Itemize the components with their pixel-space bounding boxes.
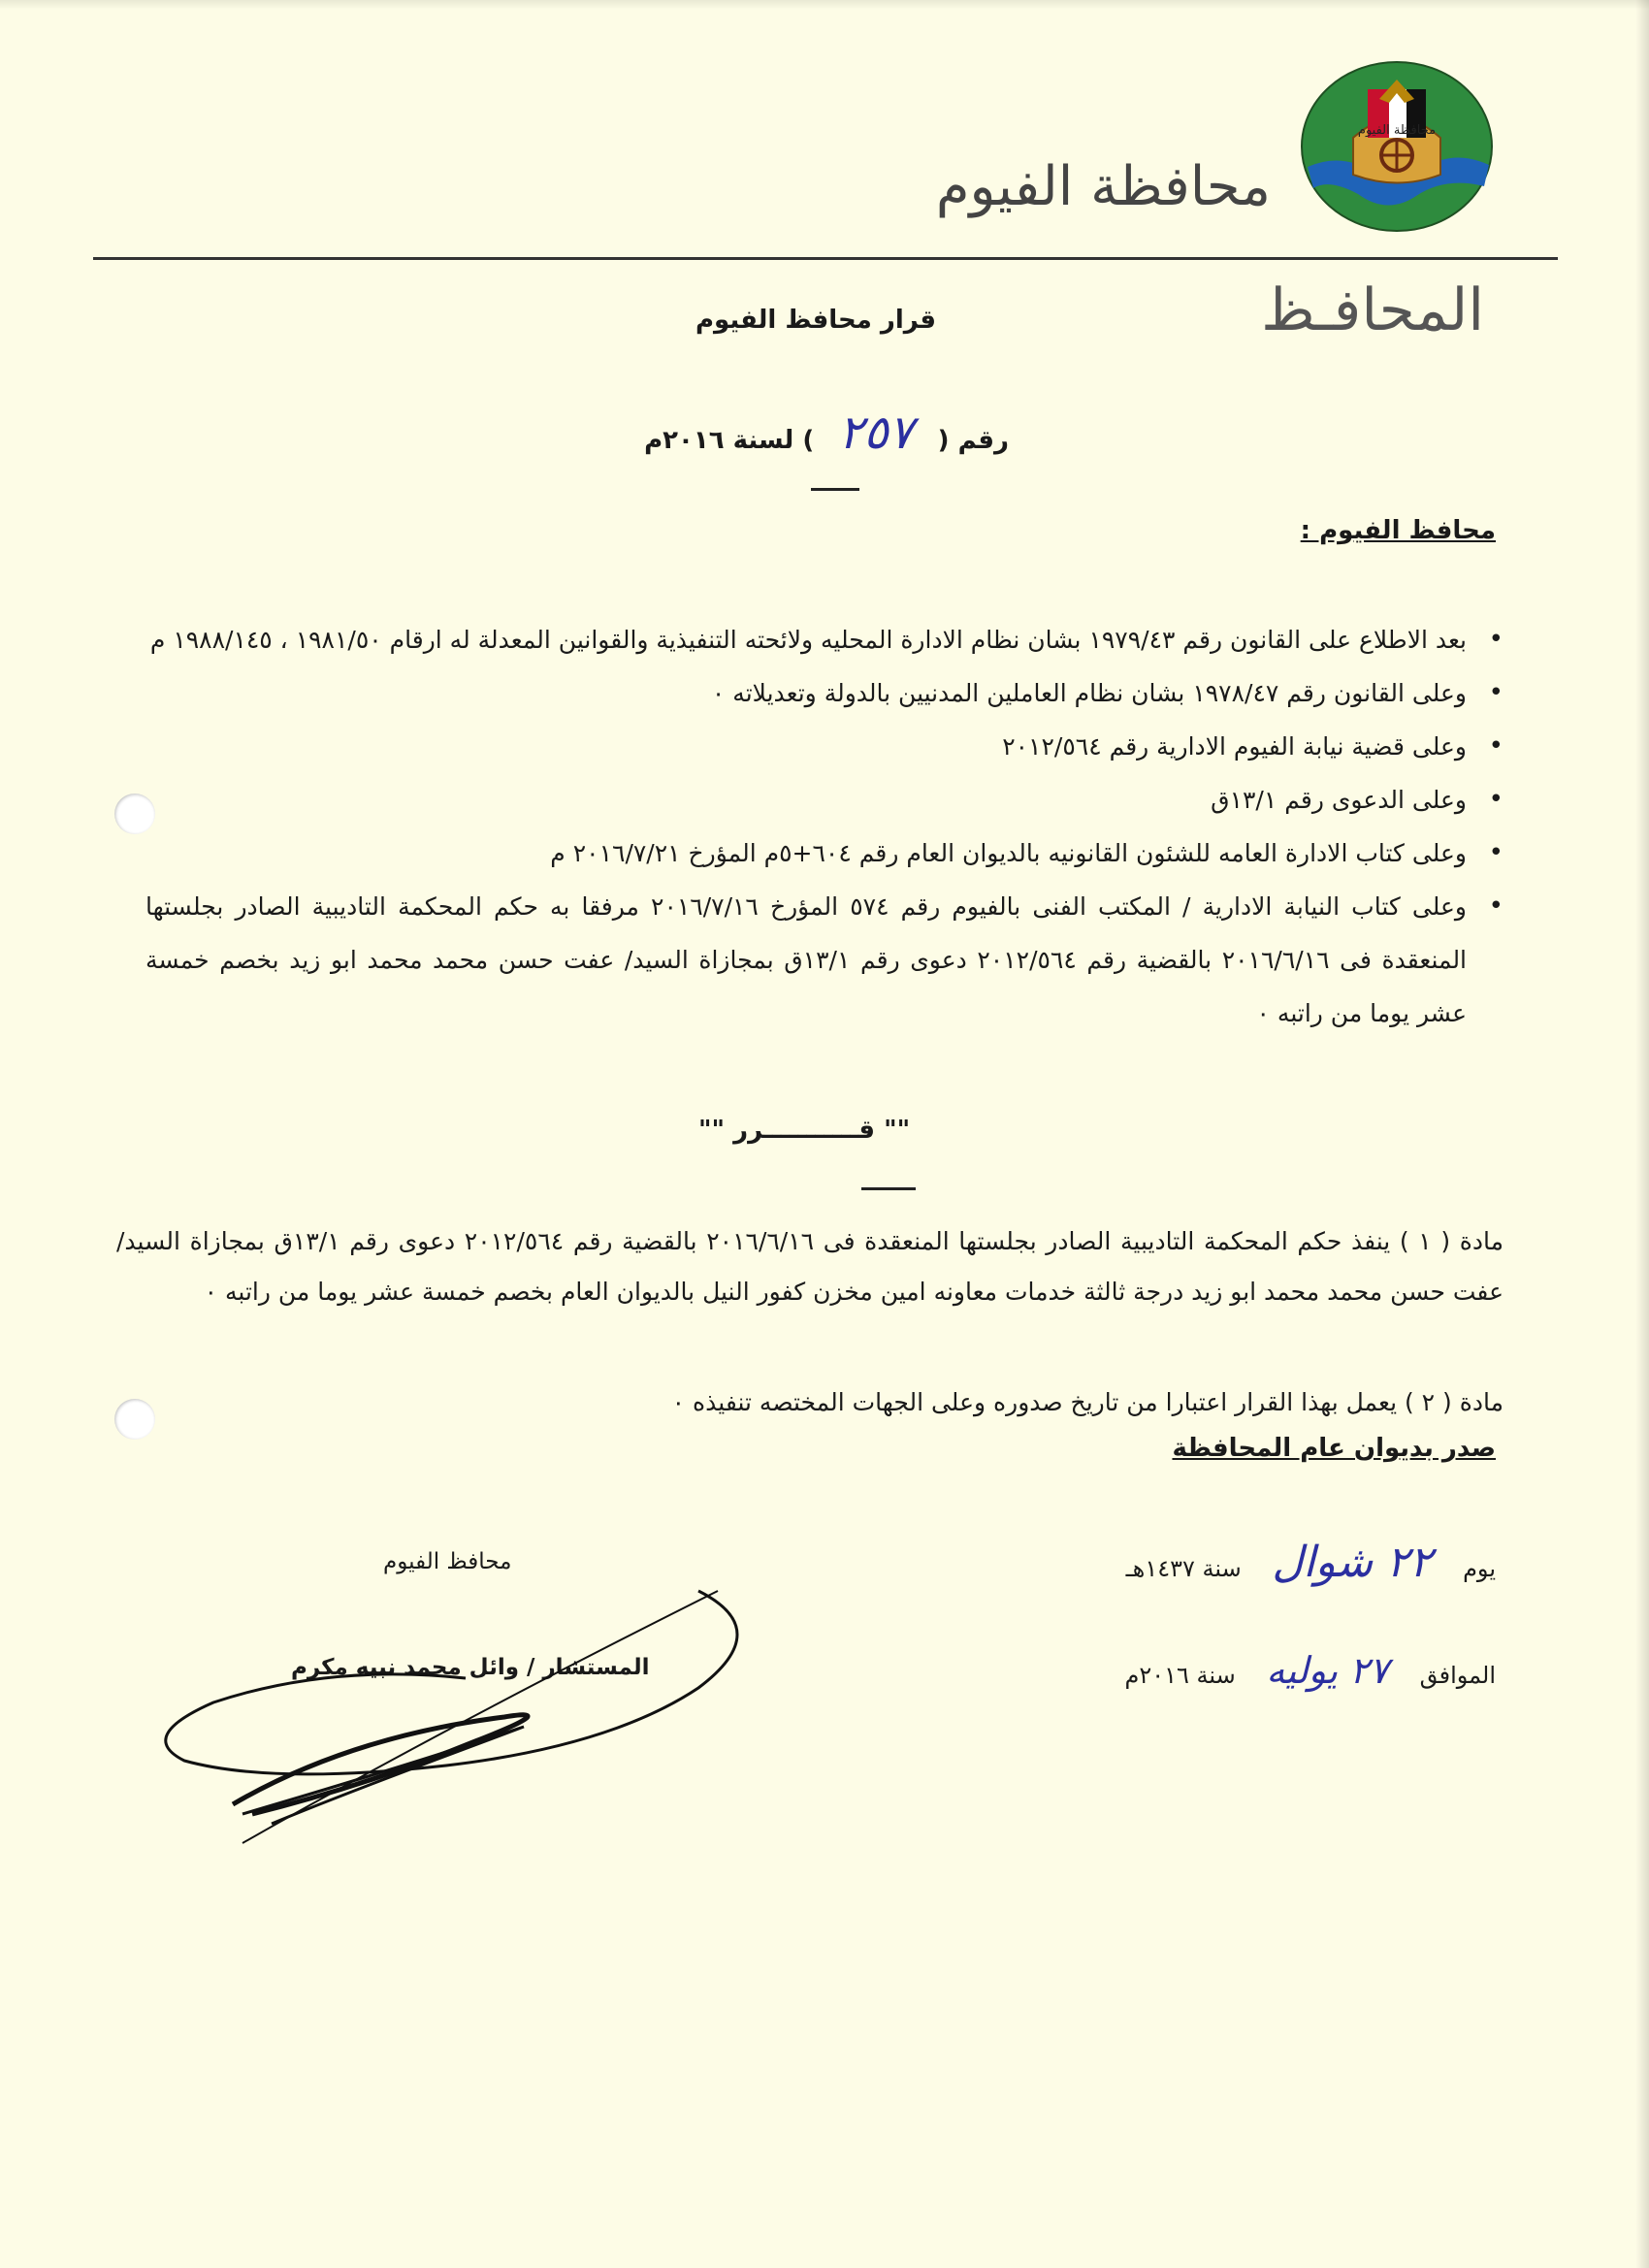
logo-caption: محافظة الفيوم bbox=[1357, 123, 1437, 138]
decided-underline bbox=[861, 1187, 916, 1190]
governor-title: المحافـظ bbox=[1261, 276, 1484, 344]
preamble-item: • وعلى كتاب الادارة العامه للشئون القانونيه بالديوان العام رقم ٦٠٤+٥م المؤرخ ٢٠١٦/٧/٢١ م bbox=[146, 826, 1504, 880]
hijri-year: سنة ١٤٣٧هـ bbox=[1125, 1555, 1242, 1582]
gregorian-year: سنة ٢٠١٦م bbox=[1124, 1662, 1236, 1689]
title-underline bbox=[811, 488, 859, 491]
decision-title: قرار محافظ الفيوم bbox=[695, 306, 936, 335]
decided-heading: "" قـــــــــــرر "" bbox=[698, 1116, 911, 1145]
hijri-date-row bbox=[1126, 1538, 1496, 1587]
handwritten-signature bbox=[155, 1571, 776, 1882]
day-label: يوم bbox=[1463, 1555, 1496, 1582]
article-1: مادة ( ١ ) ينفذ حكم المحكمة التاديبية الصادر بجلستها المنعقدة فى ٢٠١٦/٦/١٦ بالقضية رقم ٢٠١٢/٥٦٤ دعوى رقم ١٣/١ق بمجازاة السيد/ عفت حسن محمد محمد ابو زيد درجة ثالثة خدمات معاونه امين مخزن كفور النيل بالديوان العام بخصم خمسة عشر يوما من راتبه ٠ bbox=[116, 1227, 1504, 1306]
preamble-item: • وعلى قضية نيابة الفيوم الادارية رقم ٢٠١٢/٥٦٤ bbox=[146, 720, 1504, 773]
preamble-item: • وعلى كتاب النيابة الادارية / المكتب الفنى بالفيوم رقم ٥٧٤ المؤرخ ٢٠١٦/٧/١٦ مرفقا به حكم المحكمة التاديبية الصادر بجلستها المنعقدة فى ٢٠١٦/٦/١٦ بالقضية رقم ٢٠١٢/٥٦٤ دعوى رقم ١٣/١ق بمجازاة السيد/ عفت حسن محمد محمد ابو زيد بخصم خمسة عشر يوما من راتبه ٠ bbox=[146, 880, 1504, 1040]
number-suffix: ) لسنة ٢٠١٦م bbox=[644, 426, 815, 455]
number-prefix: رقم ( bbox=[937, 426, 1009, 455]
gregorian-date-row bbox=[1124, 1649, 1496, 1692]
article-2: مادة ( ٢ ) يعمل بهذا القرار اعتبارا من تاريخ صدوره وعلى الجهات المختصه تنفيذه ٠ bbox=[671, 1388, 1504, 1416]
governorate-name: محافظة الفيوم bbox=[935, 155, 1271, 218]
decision-number-handwritten: ٢٥٧ bbox=[838, 405, 914, 460]
header-divider bbox=[93, 257, 1558, 260]
scan-edge-top bbox=[0, 0, 1649, 10]
issued-at: صدر بديوان عام المحافظة bbox=[1172, 1434, 1496, 1463]
governorate-logo bbox=[1300, 60, 1494, 233]
scan-edge-right bbox=[1635, 0, 1649, 2268]
preamble-item: • وعلى القانون رقم ١٩٧٨/٤٧ بشان نظام العاملين المدنيين بالدولة وتعديلاته ٠ bbox=[146, 666, 1504, 720]
addressee-label: محافظ الفيوم : bbox=[1300, 516, 1496, 545]
decision-number-line bbox=[644, 405, 1009, 460]
greg-handwritten: ٢٧ يوليه bbox=[1266, 1649, 1389, 1692]
signature-title: محافظ الفيوم bbox=[383, 1549, 512, 1574]
preamble-list bbox=[146, 613, 1504, 1040]
corresponding-label: الموافق bbox=[1419, 1662, 1496, 1689]
preamble-item: • بعد الاطلاع على القانون رقم ١٩٧٩/٤٣ بشان نظام الادارة المحليه ولائحته التنفيذية والقوانين المعدلة له ارقام ١٩٨١/٥٠ ، ١٩٨٨/١٤٥ م bbox=[146, 613, 1504, 666]
day-handwritten: ٢٢ شوال bbox=[1272, 1538, 1433, 1587]
preamble-item: • وعلى الدعوى رقم ١٣/١ق bbox=[146, 773, 1504, 826]
signature-name: المستشار / وائل محمد نبيه مكرم bbox=[291, 1655, 650, 1680]
